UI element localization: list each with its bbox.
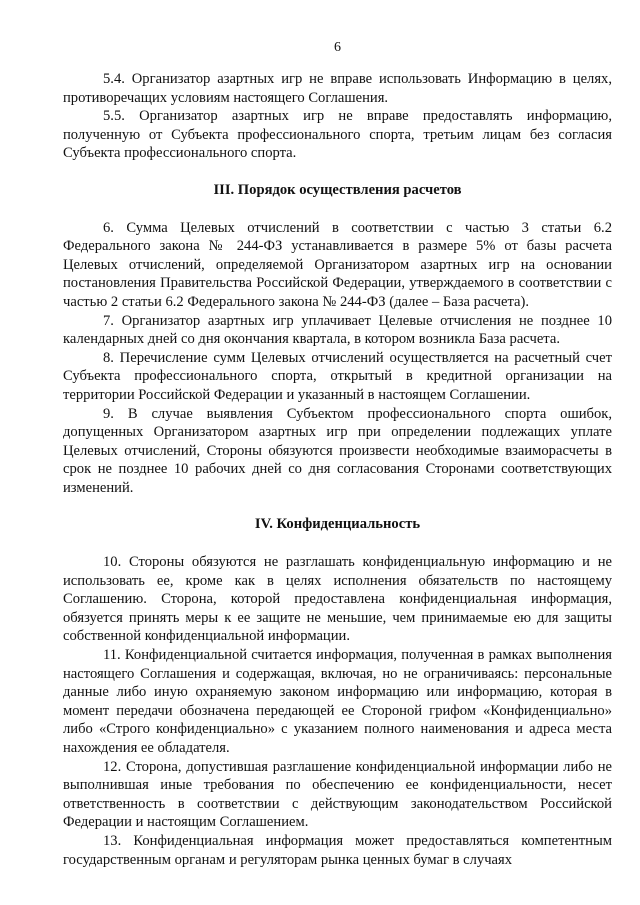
- paragraph-12: 12. Сторона, допустившая разглашение конфиденциальной информации либо не выполнившая иные требования по обеспечению ее конфиденциальности, несет ответственность в соответствии с действующим законодательством Российской Федерации и настоящим Соглашением.: [63, 758, 612, 831]
- paragraph-8: 8. Перечисление сумм Целевых отчислений осуществляется на расчетный счет Субъекта профессионального спорта, открытый в кредитной организации на территории Российской Федерации и указанный в настоящем Соглашении.: [63, 349, 612, 403]
- paragraph-5-5: 5.5. Организатор азартных игр не вправе предоставлять информацию, полученную от Субъекта профессионального спорта, третьим лицам без согласия Субъекта профессионального спорта.: [63, 108, 612, 162]
- section-heading-payments: III. Порядок осуществления расчетов: [213, 181, 462, 198]
- paragraph-10: 10. Стороны обязуются не разглашать конфиденциальную информацию и не использовать ее, кроме как в целях исполнения обязательств по настоящему Соглашению. Сторона, которой предоставлена конфиденциальная информация, обязуется принять меры к ее защите не меньшие, чем принимаемые ею для защиты собственной конфиденциальной информации.: [63, 554, 612, 645]
- paragraph-13: 13. Конфиденциальная информация может предоставляться компетентным государственным органам и регуляторам рынка ценных бумаг в случаях: [63, 832, 612, 868]
- page-number: 6: [334, 40, 341, 55]
- paragraph-9: 9. В случае выявления Субъектом профессионального спорта ошибок, допущенных Организатором азартных игр при определении подлежащих уплате Целевых отчислений, Стороны обязуются произвести необходимые взаиморасчеты в срок не позднее 10 рабочих дней со дня согласования Сторонами соответствующих изменений.: [63, 405, 612, 496]
- paragraph-6: 6. Сумма Целевых отчислений в соответствии с частью 3 статьи 6.2 Федерального закона № 244-ФЗ устанавливается в размере 5% от базы расчета Целевых отчислений, определяемой Организатором азартных игр на основании постановления Правительства Российской Федерации, утверждаемого в соответствии с частью 2 статьи 6.2 Федерального закона № 244-ФЗ (далее – База расчета).: [63, 219, 612, 310]
- paragraph-11: 11. Конфиденциальной считается информация, полученная в рамках выполнения настоящего Соглашения и содержащая, включая, но не ограничиваясь: персональные данные либо иную охраняемую законом информацию или информацию, которая в момент передачи обозначена передающей ее Стороной грифом «Конфиденциально» либо «Строго конфиденциально» с указанием полного наименования и адреса места нахождения ее обладателя.: [63, 647, 612, 756]
- section-heading-confidentiality: IV. Конфиденциальность: [254, 516, 421, 533]
- paragraph-5-4: 5.4. Организатор азартных игр не вправе использовать Информацию в целях, противоречащих условиям настоящего Соглашения.: [63, 71, 612, 106]
- paragraph-7: 7. Организатор азартных игр уплачивает Целевые отчисления не позднее 10 календарных дней со дня окончания квартала, в котором возникла База расчета.: [63, 312, 612, 348]
